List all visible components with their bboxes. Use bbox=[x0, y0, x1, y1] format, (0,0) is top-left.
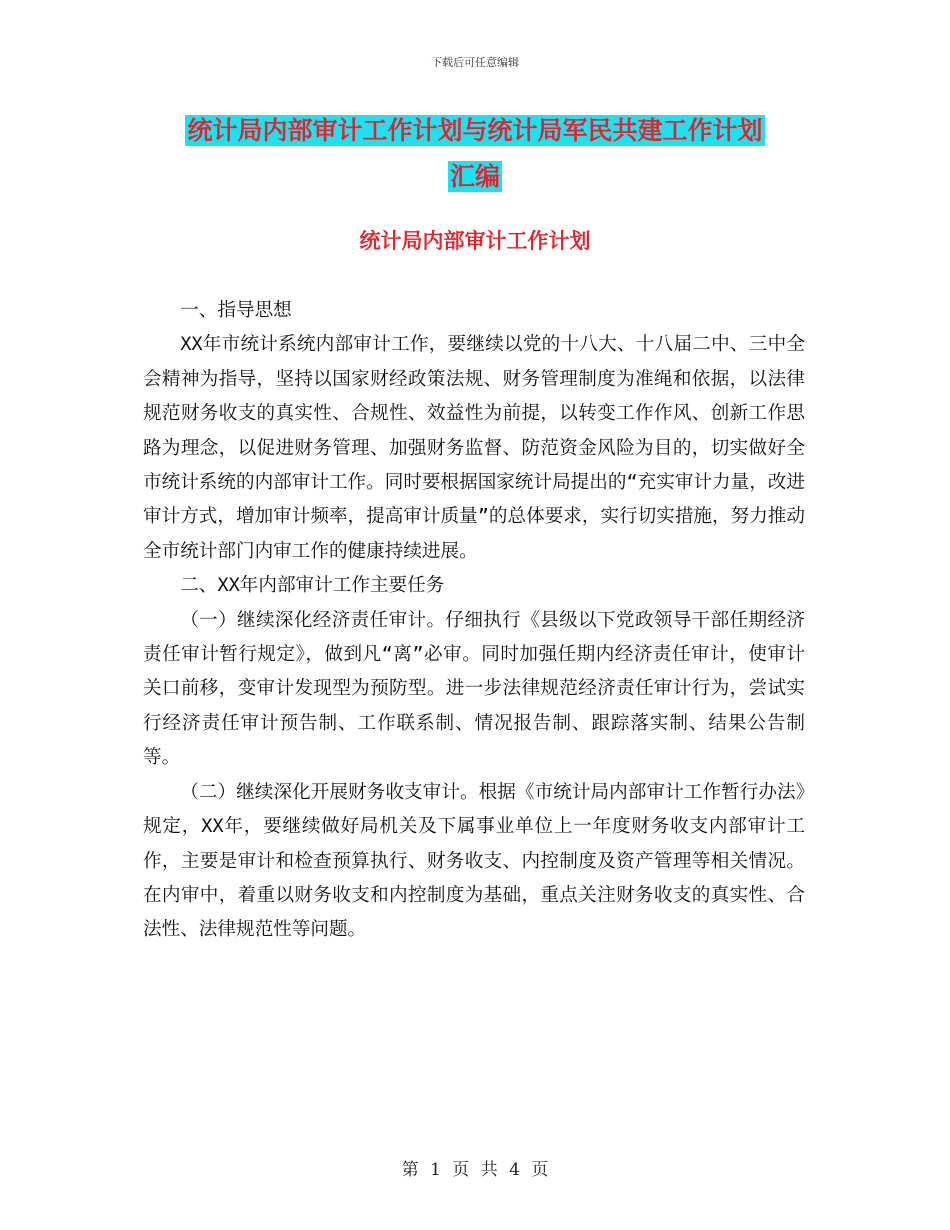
document-title-line-1: 统计局内部审计工作计划与统计局军民共建工作计划 bbox=[187, 116, 763, 145]
header-note: 下载后可任意编辑 bbox=[431, 56, 519, 69]
document-body bbox=[143, 294, 805, 948]
heading-guiding-ideology: 一、指导思想 bbox=[180, 300, 292, 321]
page-footer: 第 1 页 共 4 页 bbox=[401, 1160, 549, 1180]
section-title: 统计局内部审计工作计划 bbox=[359, 228, 591, 253]
paragraph-guiding-ideology: XX年市统计系统内部审计工作，要继续以党的十八大、十八届二中、三中全会精神为指导，坚持以国家财经政策法规、财务管理制度为准绳和依据，以法律规范财务收支的真实性、合规性、效益性为前提，以转变工作作风、创新工作思路为理念，以促进财务管理、加强财务监督、防范资金风险为目的，切实做好全市统计系统的内部审计工作。同时要根据国家统计局提出的“充实审计力量，改进审计方式，增加审计频率，提高审计质量”的总体要求，实行切实措施，努力推动全市统计部门内审工作的健康持续进展。 bbox=[143, 334, 805, 562]
document-title bbox=[140, 108, 810, 200]
paragraph-financial-audit: （二）继续深化开展财务收支审计。根据《市统计局内部审计工作暂行办法》规定，XX年，要继续做好局机关及下属事业单位上一年度财务收支内部审计工作，主要是审计和检查预算执行、财务收支、内控制度及资产管理等相关情况。在内审中，着重以财务收支和内控制度为基础，重点关注财务收支的真实性、合法性、法律规范性等问题。 bbox=[143, 781, 805, 941]
document-title-line-2: 汇编 bbox=[449, 162, 500, 191]
paragraph-economic-responsibility-audit: （一）继续深化经济责任审计。仔细执行《县级以下党政领导干部任期经济责任审计暂行规定》，做到凡“离”必审。同时加强任期内经济责任审计，使审计关口前移，变审计发现型为预防型。进一步法律规范经济责任审计行为，尝试实行经济责任审计预告制、工作联系制、情况报告制、跟踪落实制、结果公告制等。 bbox=[143, 609, 805, 769]
heading-main-tasks: 二、XX年内部审计工作主要任务 bbox=[180, 575, 445, 597]
